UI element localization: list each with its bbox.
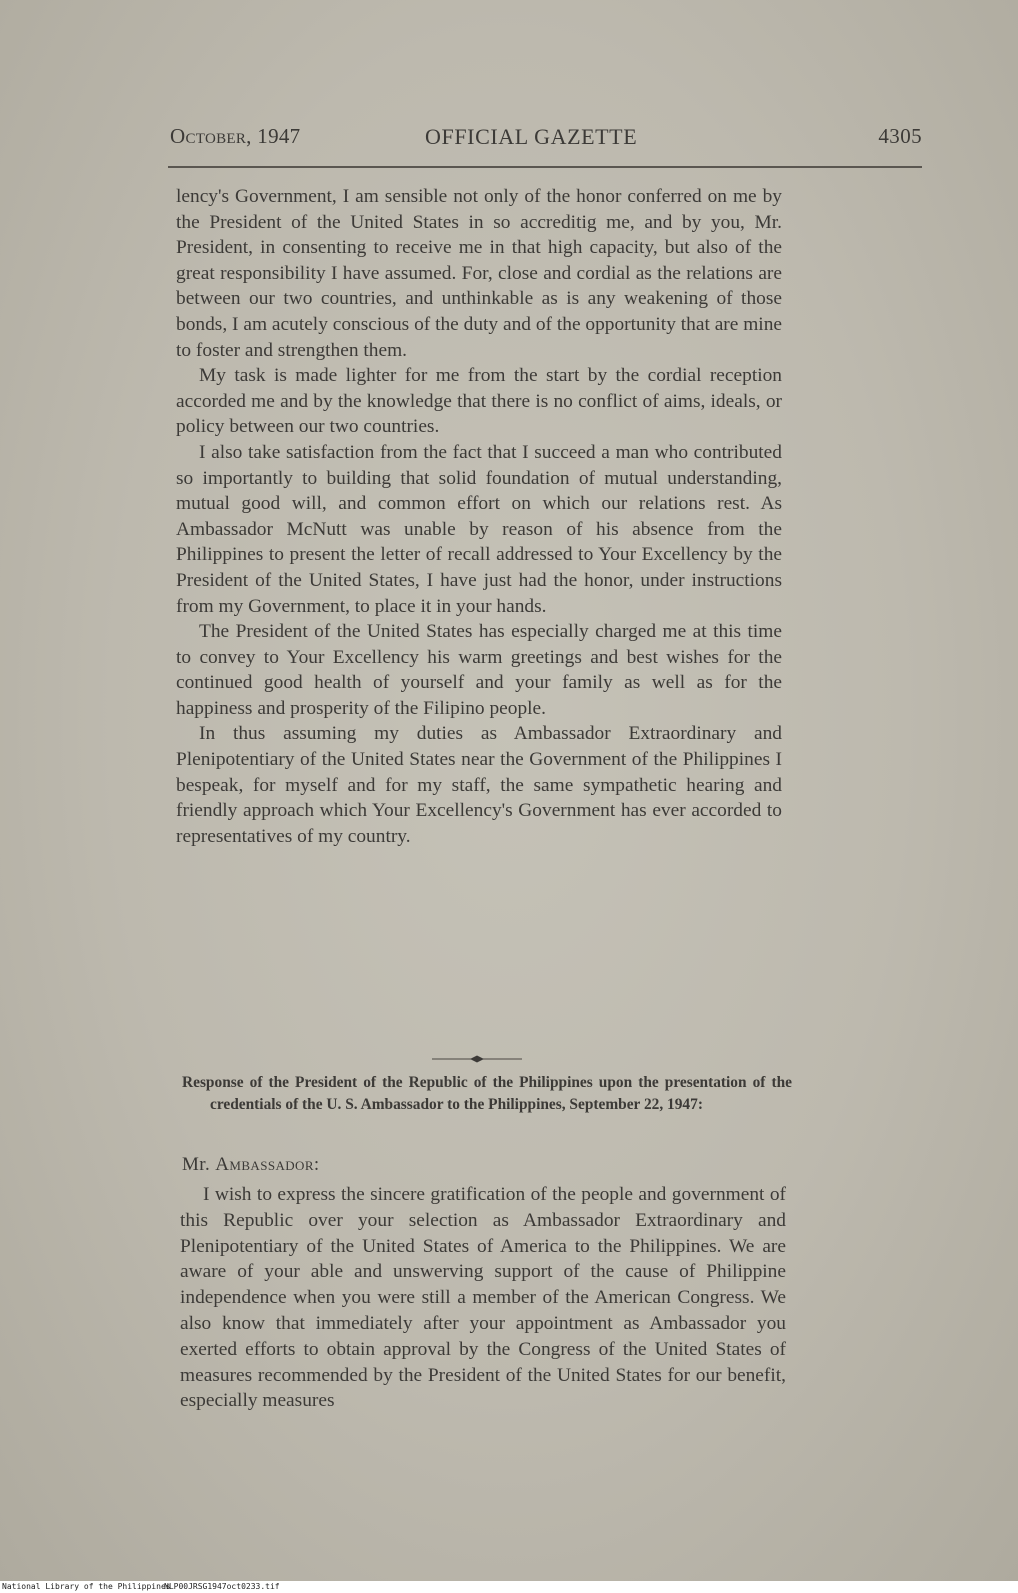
section-caption: Response of the President of the Republic of the Philippines upon the presentation of the credentials of the U. S. Ambassador to the Philippines, September 22, 1947: <box>182 1074 792 1113</box>
ambassador-address <box>176 184 782 849</box>
paragraph: In thus assuming my duties as Ambassador Extraordinary and Plenipotentiary of the United States near the Government of the Philippines I bespeak, for myself and for my staff, the same sympathetic hearing and friendly approach which Your Excellency's Government has ever accorded to representatives of my country. <box>176 723 782 847</box>
running-header <box>170 124 922 164</box>
salutation-name: Ambassador <box>215 1154 314 1175</box>
footer-filename: NLP00JRSG1947oct0233.tif <box>164 1582 280 1591</box>
footer-source: National Library of the Philippines <box>2 1582 171 1591</box>
scan-footer <box>0 1581 1018 1593</box>
header-date: October, 1947 <box>170 124 301 148</box>
section-divider-ornament <box>432 1054 522 1064</box>
salutation-prefix: Mr. <box>182 1154 211 1175</box>
header-rule <box>168 166 922 168</box>
paragraph: The President of the United States has especially charged me at this time to convey to Your Excellency his warm greetings and best wishes for the continued good health of yourself and your family as well as for the happiness and prosperity of the Filipino people. <box>176 621 782 719</box>
paragraph: lency's Government, I am sensible not only of the honor conferred on me by the President of the United States in so accreditig me, and by you, Mr. President, in consenting to receive me in that high capacity, but also of the great responsibility I have assumed. For, close and cordial as the relations are between our two countries, and unthinkable as is any weakening of those bonds, I am acutely conscious of the duty and of the opportunity that are mine to foster and strengthen them. <box>176 186 782 361</box>
paragraph: I also take satisfaction from the fact that I succeed a man who contributed so importantly to building that solid foundation of mutual understanding, mutual good will, and common effort on which our relations rest. As Ambassador McNutt was unable by reason of his absence from the Philippines to present the letter of recall addressed to Your Excellency by the President of the United States, I have just had the honor, under instructions from my Government, to place it in your hands. <box>176 441 782 617</box>
paragraph: My task is made lighter for me from the start by the cordial reception accorded me and by the knowledge that there is no conflict of aims, ideals, or policy between our two countries. <box>176 365 782 438</box>
page-number: 4305 <box>878 124 922 148</box>
president-response <box>180 1182 786 1414</box>
salutation <box>182 1154 320 1176</box>
paragraph: I wish to express the sincere gratification of the people and government of this Republic over your selection as Ambassador Extraordinary and Plenipotentiary of the United States of America to the Philippines. We are aware of your able and unswerving support of the cause of Philippine independence when you were still a member of the American Congress. We also know that immediately after your appointment as Ambassador you exerted efforts to obtain approval by the Congress of the United States of measures recommended by the President of the United States for our benefit, especially measures <box>180 1184 786 1412</box>
salutation-suffix: : <box>313 1154 320 1175</box>
header-title: OFFICIAL GAZETTE <box>425 124 638 149</box>
